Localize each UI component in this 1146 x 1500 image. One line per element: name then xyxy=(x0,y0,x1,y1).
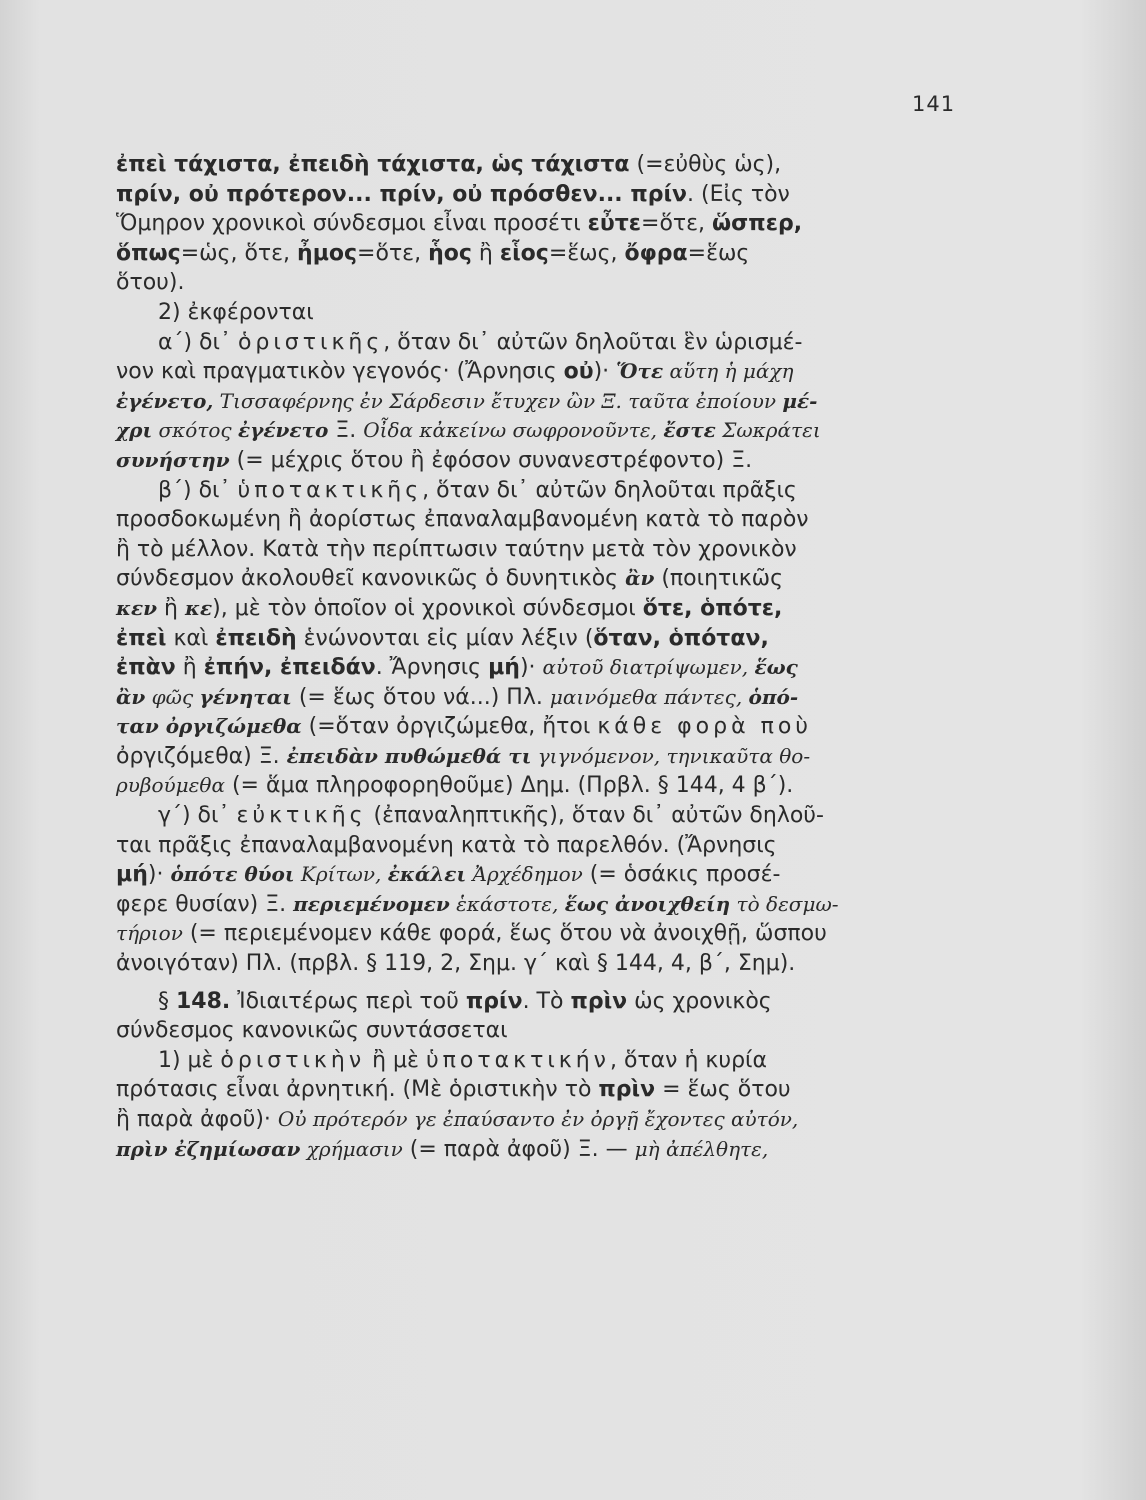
text-run: ρυβούμεθα xyxy=(116,773,225,798)
text-run: σκότος xyxy=(152,418,238,443)
text-line xyxy=(116,564,972,594)
text-line xyxy=(116,860,972,890)
text-line xyxy=(116,771,972,801)
text-run: καὶ xyxy=(166,625,216,651)
text-run: )· xyxy=(593,359,617,385)
text-run: =ὅτε, xyxy=(357,240,429,266)
text-run: εἷος xyxy=(499,240,549,266)
text-run: τὸ δεσμω- xyxy=(730,891,839,916)
text-run: ὁριστικὴν xyxy=(220,1047,366,1073)
text-run: γ΄) δι᾽ xyxy=(116,803,237,829)
text-run: (= παρὰ ἀφοῦ) Ξ. — xyxy=(402,1136,635,1162)
text-run: )· xyxy=(519,655,543,681)
text-line xyxy=(116,1075,972,1105)
text-line xyxy=(116,919,972,949)
text-run: πρίν, οὐ πρότερον... πρίν, οὐ πρόσθεν... πρίν xyxy=(116,181,688,207)
text-line xyxy=(116,890,972,920)
text-run: (= ἅμα πληροφορηθοῦμε) Δημ. (Πρβλ. § 144, 4 β΄). xyxy=(224,773,794,799)
text-run: ὀργιζόμεθα) Ξ. xyxy=(116,743,287,769)
text-run: ἐπήν, ἐπειδάν xyxy=(203,655,376,681)
text-run: ἢ xyxy=(175,655,204,681)
text-run: (= ὁσάκις προσέ- xyxy=(582,862,781,888)
page-text xyxy=(116,150,972,1164)
text-run: . (Εἰς τὸν xyxy=(687,181,790,207)
text-run: προσδοκωμένη ἢ ἀορίστως ἐπαναλαμβανομένη κατὰ τὸ παρὸν xyxy=(116,507,809,533)
text-run: ἐγένετο, xyxy=(116,388,214,413)
text-run: ἢ xyxy=(157,595,185,621)
text-run: )· xyxy=(147,862,171,888)
text-run: (= ἕως ὅτου νά...) Πλ. xyxy=(291,684,550,710)
text-run: ὑποτακτικῆς xyxy=(237,477,423,503)
text-run: ὄφρα xyxy=(624,240,688,266)
text-run: Ὅμηρον χρονικοὶ σύνδεσμοι εἶναι προσέτι xyxy=(116,211,588,237)
text-run: Οἶδα κἀκείνω σωφρονοῦντε, xyxy=(363,418,664,443)
text-run: χρι xyxy=(116,418,153,443)
text-run: ὅταν, ὁπόταν, xyxy=(593,625,769,651)
text-run: τήριον xyxy=(116,921,183,946)
text-run: . Τὸ xyxy=(522,988,571,1014)
text-run: ἢ xyxy=(471,240,500,266)
text-run: ὅτε, ὁπότε, xyxy=(642,595,783,621)
text-line xyxy=(116,801,972,831)
text-run: ἐγένετο xyxy=(237,418,329,443)
text-run: ἧος xyxy=(428,240,472,266)
text-line xyxy=(116,1046,972,1076)
text-line xyxy=(116,653,972,683)
text-run: περιεμένομεν xyxy=(293,891,450,916)
text-run: (ἐπαναληπτικῆς), ὅταν δι᾽ αὐτῶν δηλοῦ- xyxy=(366,803,824,829)
text-run: ἑνώνονται εἰς μίαν λέξιν ( xyxy=(296,625,594,651)
text-line xyxy=(116,150,972,180)
text-run: ὁπότε θύοι xyxy=(170,862,295,887)
text-run: Τισσαφέρνης ἐν Σάρδεσιν ἔτυχεν ὢν Ξ. ταῦτα ἐποίουν xyxy=(213,388,783,413)
text-run: = ἕως ὅτου xyxy=(655,1077,791,1103)
text-line xyxy=(116,446,972,476)
text-run: αὕτη ἡ μάχη xyxy=(663,359,794,384)
text-run: 1) μὲ xyxy=(116,1047,221,1073)
text-run: ἐπὰν xyxy=(116,655,176,681)
text-run: νον καὶ πραγματικὸν γεγονός· (Ἄρνησις xyxy=(116,359,564,385)
text-run: πρότασις εἶναι ἀρνητική. (Μὲ ὁριστικὴν τὸ xyxy=(116,1077,599,1103)
text-line xyxy=(116,1105,972,1135)
text-run: ), μὲ τὸν ὁποῖον οἱ χρονικοὶ σύνδεσμοι xyxy=(212,595,643,621)
text-line xyxy=(116,328,972,358)
text-run: ἂν xyxy=(625,566,655,591)
text-run: =ἕως xyxy=(687,240,750,266)
text-line xyxy=(116,594,972,624)
text-run: μαινόμεθα πάντες, xyxy=(549,684,749,709)
text-line xyxy=(116,387,972,417)
text-run: Ὅτε xyxy=(616,359,664,384)
text-run: γένηται xyxy=(199,684,292,709)
text-run: σύνδεσμος κανονικῶς συντάσσεται xyxy=(116,1018,508,1044)
text-run: (= περιεμένομεν κάθε φορά, ἕως ὅτου νὰ ἀνοιχθῇ, ὥσπου xyxy=(182,921,827,947)
text-line xyxy=(116,535,972,565)
text-run: πρὶν ἐζημίωσαν xyxy=(116,1136,301,1161)
text-line xyxy=(116,987,972,1017)
text-run: σύνδεσμον ἀκολουθεῖ κανονικῶς ὁ δυνητικὸς xyxy=(116,566,626,592)
text-run: , ὅταν δι᾽ αὐτῶν δηλοῦται ἓν ὡρισμέ- xyxy=(383,329,803,355)
text-run: εὐκτικῆς xyxy=(236,803,367,829)
text-run: β΄) δι᾽ xyxy=(116,477,238,503)
text-run: εὖτε xyxy=(587,211,642,237)
text-run: κε xyxy=(184,595,213,620)
text-run: ἕως ἀνοιχθείη xyxy=(564,891,731,916)
text-run: ται πρᾶξις ἐπαναλαμβανομένη κατὰ τὸ παρελθόν. (Ἄρνησις xyxy=(116,832,777,858)
text-run: =ὡς, ὅτε, xyxy=(180,240,298,266)
text-run: μή xyxy=(488,655,520,681)
text-run: ταν ὀργιζώμεθα xyxy=(116,714,302,739)
text-line xyxy=(116,180,972,210)
text-line xyxy=(116,624,972,654)
text-line xyxy=(116,298,972,328)
text-run: ὁριστικῆς xyxy=(237,329,384,355)
text-run: ὑποτακτικήν xyxy=(425,1047,610,1073)
text-line xyxy=(116,239,972,269)
text-line xyxy=(116,1135,972,1165)
text-run: φερε θυσίαν) Ξ. xyxy=(116,891,294,917)
text-run: (=εὐθὺς ὡς), xyxy=(629,152,782,177)
text-run: μὴ ἀπέλθητε, xyxy=(634,1136,769,1161)
text-run: οὐ xyxy=(563,359,594,385)
text-run: § xyxy=(116,988,176,1014)
text-run: αὐτοῦ διατρίψωμεν, xyxy=(542,655,755,680)
text-run: ἑκάστοτε, xyxy=(449,891,565,916)
text-run: πρὶν xyxy=(570,988,628,1014)
text-line xyxy=(116,505,972,535)
text-run: =ἕως, xyxy=(548,240,625,266)
text-line xyxy=(116,209,972,239)
text-run: 148. xyxy=(175,988,231,1014)
text-run: , ὅταν δι᾽ αὐτῶν δηλοῦται πρᾶξις xyxy=(422,477,797,503)
text-run: Ἰδιαιτέρως περὶ τοῦ xyxy=(230,988,466,1014)
text-run: ἐπεὶ xyxy=(116,625,167,651)
text-run: 2) ἐκφέρονται xyxy=(116,299,314,325)
text-run: ἢ τὸ μέλλον. Κατὰ τὴν περίπτωσιν ταύτην μετὰ τὸν χρονικὸν xyxy=(116,536,797,562)
text-run: φῶς xyxy=(145,684,200,709)
text-run: ἔστε xyxy=(663,418,716,443)
text-run: κάθε φορὰ ποὺ xyxy=(597,714,813,740)
text-line xyxy=(116,416,972,446)
text-run: ὁπό- xyxy=(748,684,799,709)
text-run: , ὅταν ἡ κυρία xyxy=(609,1047,768,1073)
text-run: Ξ. xyxy=(328,418,364,444)
text-run: ἐκάλει xyxy=(387,862,467,887)
text-run: (= μέχρις ὅτου ἢ ἐφόσον συνανεστρέφοντο) Ξ. xyxy=(229,447,753,473)
text-line xyxy=(116,712,972,742)
text-run: μέ- xyxy=(782,388,818,413)
text-run: Κρίτων, xyxy=(294,862,388,887)
text-line xyxy=(116,357,972,387)
text-run: ἀνοιγόταν) Πλ. (πρβλ. § 119, 2, Σημ. γ΄ καὶ § 144, 4, β΄, Σημ). xyxy=(116,951,796,977)
text-run: Οὐ πρότερόν γε ἐπαύσαντο ἐν ὀργῇ ἔχοντες αὐτόν, xyxy=(277,1107,799,1131)
text-run: συνήστην xyxy=(116,447,230,472)
paragraph-gap xyxy=(116,979,972,987)
text-run: Σωκράτει xyxy=(715,418,821,443)
text-run: ἢ μὲ xyxy=(365,1047,426,1073)
page-number: 141 xyxy=(912,92,956,116)
text-run: πρίν xyxy=(465,988,523,1014)
text-run: μή xyxy=(116,862,148,888)
text-run: ὡς χρονικὸς xyxy=(627,988,772,1014)
text-run: ἐπειδὰν πυθώμεθά τι xyxy=(286,743,532,768)
text-run: κεν xyxy=(116,595,158,620)
text-line xyxy=(116,1016,972,1046)
text-run: γιγνόμενον, τηνικαῦτα θο- xyxy=(531,743,811,768)
text-line xyxy=(116,683,972,713)
text-run: ἐπειδὴ xyxy=(215,625,297,651)
text-run: πρὶν xyxy=(598,1077,656,1103)
text-line xyxy=(116,268,972,298)
text-run: ὅτου). xyxy=(116,270,185,296)
text-run: ἂν xyxy=(116,684,146,709)
text-run: ἕως xyxy=(754,655,798,680)
text-run: Ἀρχέδημον xyxy=(466,862,583,887)
text-line xyxy=(116,831,972,861)
text-run: ὅπως xyxy=(116,240,181,266)
text-run: . Ἄρνησις xyxy=(375,655,489,681)
text-run: ἐπεὶ τάχιστα, ἐπειδὴ τάχιστα, ὡς τάχιστα xyxy=(116,152,630,177)
text-run: (ποιητικῶς xyxy=(654,566,784,592)
text-run: ἢ παρὰ ἀφοῦ)· xyxy=(116,1107,278,1132)
text-line xyxy=(116,742,972,772)
text-run: =ὅτε, xyxy=(641,211,713,237)
text-run: ὥσπερ, xyxy=(712,211,803,237)
text-run: α΄) δι᾽ xyxy=(116,329,238,355)
text-run: χρήμασιν xyxy=(300,1136,403,1161)
text-run: (=ὅταν ὀργιζώμεθα, ἤτοι xyxy=(301,714,598,740)
text-run: ἦμος xyxy=(297,240,358,266)
text-line xyxy=(116,476,972,506)
text-line xyxy=(116,949,972,979)
